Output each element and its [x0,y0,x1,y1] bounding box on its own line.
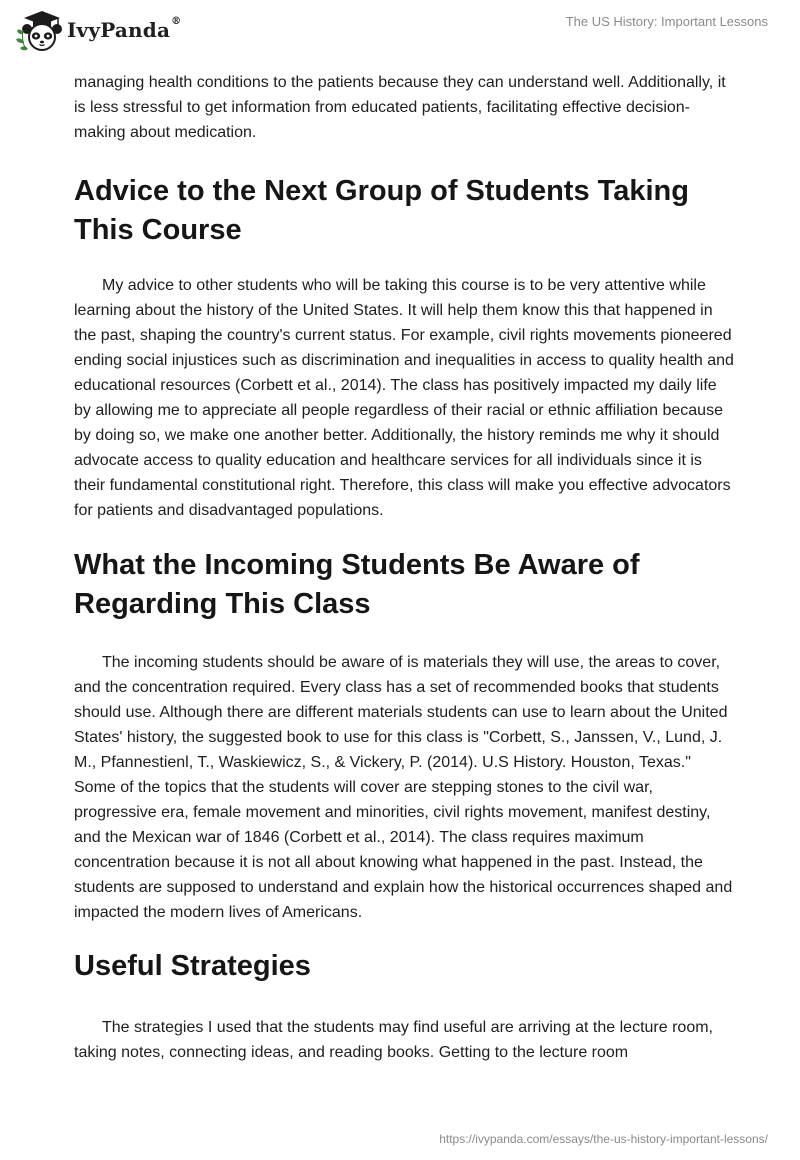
panda-graduate-icon [14,8,62,52]
section-heading-strategies: Useful Strategies [74,950,311,982]
section-paragraph-awareness: The incoming students should be aware of is materials they will use, the areas to cover, and the concentration required. Every class has a set of recommended books that students should use. Although there are different materials students can use to learn about the United States' history, the suggested book to use for this class is "Corbett, S., Janssen, V., Lund, J. M., Pfannestienl, T., Waskiewicz, S., & Vickery, P. (2014). U.S History. Houston, Texas." Some of the topics that the students will cover are stepping stones to the civil war, progressive era, female movement and minorities, civil rights movement, manifest destiny, and the Mexican war of 1846 (Corbett et al., 2014). The class requires maximum concentration because it is not all about knowing what happened in the past. Instead, the students are supposed to understand and explain how the historical occurrences shaped and impacted the modern lives of Americans. [74,654,733,921]
ivypanda-logo[interactable] [14,8,181,52]
source-url-link[interactable]: https://ivypanda.com/essays/the-us-history-important-lessons/ [439,1132,768,1146]
section-paragraph-advice: My advice to other students who will be taking this course is to be very attentive while learning about the history of the United States. It will help them know this that happened in the past, shaping the country's current status. For example, civil rights movements pioneered ending social injustices such as discrimination and inequalities in access to quality health and educational resources (Corbett et al., 2014). The class has positively impacted my daily life by allowing me to appreciate all people regardless of their racial or ethnic affiliation because by doing so, we make one another better. Additionally, the history reminds me why it should advocate access to quality education and healthcare services for all individuals since it is their fundamental constitutional right. Therefore, this class will make you effective advocators for patients and disadvantaged populations. [74,277,734,519]
page-header [0,0,800,60]
section-heading-awareness: What the Incoming Students Be Aware of Regarding This Class [74,549,640,620]
essay-content [74,70,734,1065]
logo-text: IvyPanda® [67,16,182,42]
document-title: The US History: Important Lessons [565,14,768,29]
section-heading-advice: Advice to the Next Group of Students Taking This Course [74,175,689,246]
intro-paragraph: managing health conditions to the patients because they can understand well. Additionally, it is less stressful to get information from educated patients, facilitating effective decision-making about medication. [74,74,726,141]
section-paragraph-strategies: The strategies I used that the students may find useful are arriving at the lecture room, taking notes, connecting ideas, and reading books. Getting to the lecture room [74,1019,713,1061]
